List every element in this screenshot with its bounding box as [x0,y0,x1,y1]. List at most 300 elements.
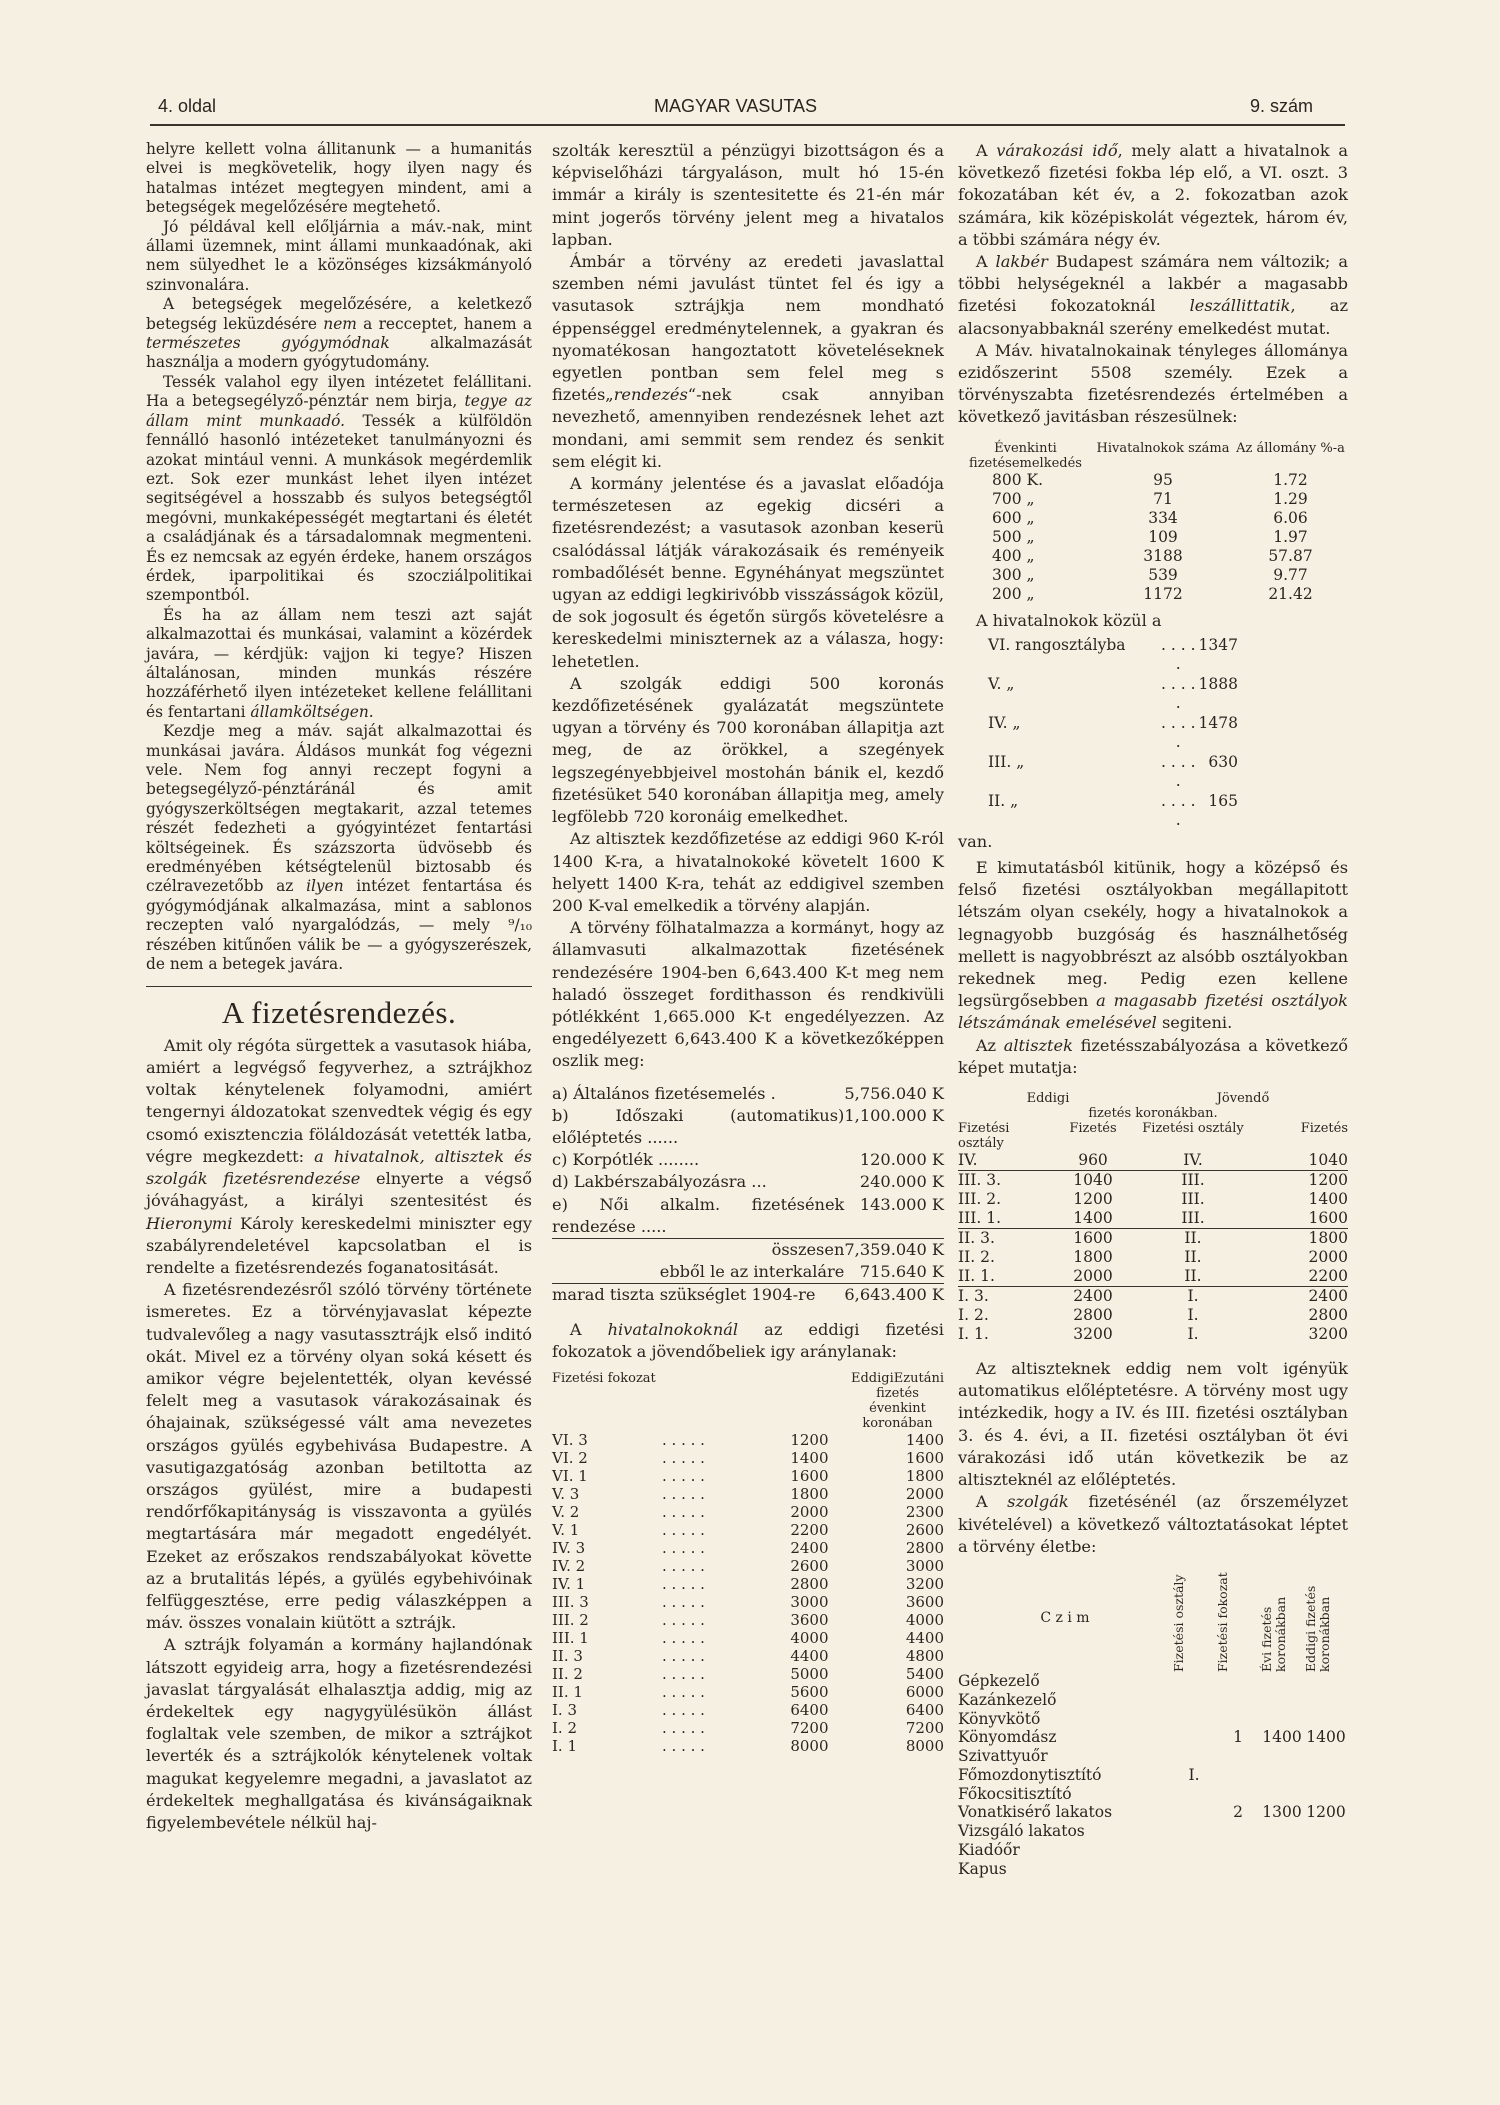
table-row [552,1171,944,1193]
spacer [1238,753,1348,792]
table-row [958,1151,1348,1171]
budget-label: d) Lakbérszabályozásra ... [552,1172,767,1192]
new-salary-cell: 6000 [905,1682,944,1701]
table-row [958,471,1348,490]
annual-salary-cell [1260,1747,1304,1766]
budget-label: e) Női alkalm. fizetésének rendezése ..... [552,1194,844,1239]
job-title-cell: Könyvkötő [958,1709,1041,1728]
percent-cell: 21.42 [1268,584,1313,603]
old-salary-cell: 4000 [790,1628,829,1647]
old-salary-cell: 2000 [1048,1267,1138,1287]
grade-cell [1216,1860,1260,1879]
table-row [552,1261,944,1284]
annual-salary-cell [1260,1822,1304,1841]
new-salary-cell: 1600 [905,1448,944,1467]
new-salary-cell: 3000 [905,1556,944,1575]
new-salary-cell: 2400 [1308,1287,1348,1306]
table-row [552,1575,944,1593]
percent-cell: 9.77 [1273,565,1308,584]
grade-cell: VI. 1 [552,1466,588,1485]
column-3 [958,140,1348,1879]
old-salary-cell: 2200 [790,1520,829,1539]
budget-value: 715.640 K [844,1261,944,1284]
dots-cell: . . . . . [662,1610,705,1629]
grade-cell: III. 3 [552,1592,589,1611]
table-header: Évenkinti fizetésemelkedés [969,440,1082,471]
percent-cell: 1.72 [1273,470,1308,489]
table-row [552,1149,944,1171]
rank-table [958,636,1348,831]
class-cell [1172,1803,1216,1822]
new-salary-cell: 8000 [905,1736,944,1755]
new-salary-cell: 2300 [905,1502,944,1521]
increase-cell: 500 „ [992,527,1035,546]
table-row [958,1229,1348,1249]
dots-cell: . . . . . [662,1736,705,1755]
dots-cell: . . . . . [1161,713,1196,752]
table-row [958,585,1348,604]
grade-cell: IV. 1 [552,1574,586,1593]
budget-label: b) Időszaki (automatikus) előléptetés ...... [552,1105,845,1147]
annual-salary-cell: 1300 [1262,1803,1302,1822]
new-salary-cell: 2600 [905,1520,944,1539]
old-salary-cell: 1200 [1306,1803,1346,1822]
annual-salary-cell: 1400 [1262,1728,1302,1747]
dots-cell: . . . . . [662,1430,705,1449]
rank-cell: VI. rangosztályba [988,635,1126,654]
grade-cell: I. 3 [552,1700,578,1719]
table-row [958,566,1348,585]
new-salary-cell: 3200 [1308,1325,1348,1344]
table-row [552,1701,944,1719]
table-header: Fizetési osztály [1171,1574,1186,1672]
job-title-cell: Szivattyuőr [958,1747,1048,1766]
table-row [958,1766,1348,1785]
table-row [552,1449,944,1467]
column-2 [552,140,944,1755]
grade-cell: VI. 2 [552,1448,588,1467]
old-salary-cell: 7200 [790,1718,829,1737]
grade-cell [1216,1785,1260,1804]
old-salary-cell: 3600 [790,1610,829,1629]
annual-salary-cell [1260,1691,1304,1710]
dots-cell: . . . . . [1161,791,1196,830]
new-salary-cell: 7200 [905,1718,944,1737]
paragraph: A kormány jelentése és a javaslat előadója természetesen az egekig dicséri a fizetésrendezést; a vasutasok azonban keserü csalódással látják várakozásaik és reményeik rombadőlését benne. Egynéhányat megszüntet ugyan az eddigi legkirivóbb visszásságok közül, de sok jogosult és égetőn sürgős követelésre a kereskedelmi miniszternek az a válasza, hogy: lehetetlen. [552,474,944,671]
dots-cell: . . . . . [662,1592,705,1611]
old-salary-cell [1304,1841,1348,1860]
dots-cell: . . . . . [662,1466,705,1485]
table-row [552,1647,944,1665]
old-class-cell: I. 2. [958,1306,989,1325]
budget-value: 7,359.040 K [844,1239,944,1259]
grade-cell [1216,1766,1260,1785]
dots-cell: . . . . . [662,1700,705,1719]
table-row [552,1485,944,1503]
new-salary-cell: 1400 [905,1430,944,1449]
job-title-cell: Vonatkisérő lakatos [958,1803,1113,1822]
grade-cell: V. 2 [552,1502,580,1521]
dots-cell: . . . . . [662,1520,705,1539]
new-salary-cell: 3200 [905,1574,944,1593]
old-salary-cell: 3000 [790,1592,829,1611]
old-salary-cell: 5600 [790,1682,829,1701]
table-row [958,1287,1348,1307]
rank-cell: II. „ [988,791,1019,810]
new-salary-cell: 4000 [905,1610,944,1629]
table-row [958,1841,1348,1860]
percent-cell: 1.97 [1273,527,1308,546]
new-salary-cell: 4400 [905,1628,944,1647]
old-salary-cell: 1040 [1073,1171,1113,1190]
old-salary-cell [1304,1747,1348,1766]
grade-cell: V. 1 [552,1520,580,1539]
old-salary-cell: 1200 [1073,1190,1113,1209]
old-class-cell: II. 1. [958,1267,1048,1287]
table-row [958,547,1348,566]
old-class-cell: I. 1. [958,1325,989,1344]
spacer [1238,792,1348,831]
grade-cell: I. 2 [552,1718,578,1737]
increase-cell: 300 „ [992,565,1035,584]
new-class-cell: III. [1138,1209,1248,1229]
dots-cell: . . . . . [662,1538,705,1557]
class-cell [1172,1822,1216,1841]
new-salary-cell: 1800 [1308,1229,1348,1248]
table-header: Fizetési fokozat [552,1370,656,1386]
old-salary-cell: 1400 [1048,1209,1138,1229]
paragraph: A fizetésrendezésről szóló törvény története ismeretes. Ez a törvényjavaslat képezte tudvalevőleg a nagy vasutassztrájk első inditó okát. Mivel ez a törvény olyan soká késett és amikor végre bejelentették, olyan kevéssé felelt meg a vasutasok várakozásainak és óhajainak, szükségessé vált ama nevezetes országos gyülés egybehivása Budapestre. A vasutigazgatóság azonban betiltotta az országos gyülést, mire a budapesti rendőrfőkapitányság is visszavonta a gyülés megtartására már megadott engedélyét. Ezeket az erőszakos rendszabályokat követte az a brutalitás lépés, a gyülés egybehivóinak felfüggesztése, erre pedig válaszképpen a máv. összes vonalain kiütött a sztrájk. [146,1280,532,1633]
spacer [1238,675,1348,714]
table-row [552,1611,944,1629]
new-salary-cell: 2200 [1248,1267,1348,1287]
table-row [958,675,1348,714]
paragraph: A Máv. hivatalnokainak tényleges állománya ezidőszerint 5508 személy. Ezek a törvényszabta fizetésrendezés értelmében a következő javitásban részesülnek: [958,340,1348,427]
table-header: Eddigi fizetés koronákban [1303,1585,1332,1672]
old-class-cell: III. 3. [958,1171,1002,1190]
increase-cell: 600 „ [992,508,1035,527]
paragraph: Az altisztek kezdőfizetése az eddigi 960 K-ról 1400 K-ra, a hivatalnokoké követelt 1600 K helyett 1400 K-ra, tehát az eddigivel szemben 200 K-val emelkedik a törvény alapján. [552,829,944,915]
dots-cell: . . . . . [1161,635,1196,674]
table-row [552,1539,944,1557]
rank-cell: III. „ [988,752,1025,771]
new-salary-cell: 5400 [905,1664,944,1683]
paragraph: A szolgák fizetésénél (az őrszemélyzet kivételével) a következő változtatásokat léptet a törvény életbe: [958,1492,1348,1556]
percent-cell: 1.29 [1273,489,1308,508]
old-salary-cell [1304,1860,1348,1879]
paragraph: helyre kellett volna állitanunk — a humanitás elvei is megkövetelik, hogy ilyen nagy és hatalmas intézet megtegyen mindent, ami a betegségek megelőzésére megtehető. [146,140,532,217]
dots-cell: . . . . . [662,1664,705,1683]
old-salary-cell: 2000 [790,1502,829,1521]
new-salary-cell: 1800 [905,1466,944,1485]
new-class-cell: III. [1181,1190,1205,1209]
dots-cell: . . . . . [662,1556,705,1575]
increase-cell: 700 „ [992,489,1035,508]
new-salary-cell: 1400 [1308,1190,1348,1209]
table-row [552,1194,944,1239]
paragraph: A várakozási idő, mely alatt a hivatalnok a következő fizetési fokba lép elő, a VI. oszt. 3 fokozatában két év, a 2. fokozatban azok számára, kik középiskolát végeztek, három év, a többi számára négy év. [958,141,1348,249]
old-salary-cell: 6400 [790,1700,829,1719]
table-header: Fizetési fokozat [1215,1572,1230,1672]
page-header [158,96,1338,122]
grade-cell: I. 1 [552,1736,578,1755]
paragraph: A lakbér Budapest számára nem változik; a többi helységeknél a lakbér a magasabb fizetési fokozatoknál leszállittatik, az alacsonyabbaknál szerény emelkedést mutat. [958,252,1349,338]
paragraph: A betegségek megelőzésére, a keletkező betegség leküzdésére nem a recceptet, hanem a természetes gyógymódnak alkalmazását használja a modern gyógytudomány. [146,295,532,372]
table-header: Fizetési osztály [958,1121,1010,1152]
percent-cell: 57.87 [1268,546,1313,565]
grade-cell: II. 2 [552,1664,583,1683]
job-title-cell: Vizsgáló lakatos [958,1822,1085,1841]
table-row [552,1665,944,1683]
table-row [958,1267,1348,1287]
old-salary-cell: 1600 [790,1466,829,1485]
grade-cell: IV. 2 [552,1556,586,1575]
paragraph: A hivatalnokok közül a [975,610,1162,630]
class-cell [1172,1785,1216,1804]
table-row [552,1593,944,1611]
rank-count-cell: 630 [1208,752,1238,771]
class-cell: I. [1188,1765,1200,1784]
budget-table [552,1083,944,1307]
table-row [958,1325,1348,1344]
grade-cell: VI. 3 [552,1430,588,1449]
table-row [958,1672,1348,1691]
table-row [552,1238,944,1261]
table-header: fizetés évenkint koronában [862,1385,933,1431]
annual-salary-cell [1260,1860,1304,1879]
new-salary-cell: 1600 [1248,1209,1348,1229]
old-salary-cell: 2800 [1073,1306,1113,1325]
new-salary-cell: 6400 [905,1700,944,1719]
class-cell [1172,1860,1216,1879]
old-salary-cell [1304,1691,1348,1710]
dots-cell: . . . . . [662,1718,705,1737]
dots-cell: . . . . . [1161,752,1196,791]
table-row [958,1728,1348,1747]
old-class-cell: IV. [958,1151,1048,1171]
article-heading: A fizetésrendezés. [221,995,457,1031]
budget-value: 5,756.040 K [844,1083,944,1103]
increase-cell: 200 „ [992,584,1035,603]
dots-cell: . . . . . [662,1574,705,1593]
old-salary-cell: 1400 [1306,1728,1346,1747]
table-header: C z i m [1040,1609,1090,1626]
table-row [958,714,1348,753]
count-cell: 95 [1153,470,1173,489]
budget-label: c) Korpótlék ........ [552,1150,700,1170]
old-class-cell: II. 2. [958,1248,995,1267]
table-row [552,1431,944,1449]
old-salary-cell: 1800 [1073,1248,1113,1267]
table-header: Hivatalnokok száma [1096,440,1230,456]
old-salary-cell [1304,1672,1348,1691]
old-salary-cell: 1200 [790,1430,829,1449]
new-class-cell: IV. [1138,1151,1248,1171]
column-1 [146,140,532,1834]
new-class-cell: I. [1187,1287,1199,1306]
job-title-cell: Könyomdász [958,1728,1057,1747]
table-row [958,490,1348,509]
paragraph: A törvény fölhatalmazza a kormányt, hogy az államvasuti alkalmazottak fizetésének rendezésére 1904-ben 6,643.400 K-t meg nem haladó összeget fordithasson és rendkivüli pótlékként 1,665.000 K-t engedélyezzen. Az engedélyezett 6,643.400 K a következőképpen oszlik meg: [552,918,944,1071]
new-class-cell: II. [1184,1229,1202,1248]
table-row [958,1860,1348,1879]
grade-cell: 1 [1233,1728,1243,1747]
table-row [958,1190,1348,1209]
table-row [958,1822,1348,1841]
paragraph: A hivatalnokoknál az eddigi fizetési fokozatok a jövendőbeliek igy aránylanak: [552,1319,944,1361]
increase-stats-table [958,441,1348,604]
table-row [958,528,1348,547]
new-class-cell: III. [1181,1171,1205,1190]
increase-cell: 400 „ [992,546,1035,565]
paragraph: Az altisztek fizetésszabályozása a következő képet mutatja: [958,1035,1348,1077]
table-row [552,1503,944,1521]
budget-value: 6,643.400 K [844,1285,944,1305]
class-cell [1172,1747,1216,1766]
grade-cell [1216,1672,1260,1691]
budget-value: 120.000 K [859,1150,944,1170]
annual-salary-cell [1260,1766,1304,1785]
table-header: Fizetés [1069,1121,1117,1137]
job-title-cell: Gépkezelő [958,1671,1040,1690]
table-header: Jövendő [1216,1091,1270,1107]
budget-value: 143.000 K [844,1194,944,1239]
section-divider [146,986,532,987]
table-header: Fizetés [1300,1121,1348,1137]
dots-cell: . . . . . [662,1448,705,1467]
table-row [958,1248,1348,1267]
job-title-cell: Kapus [958,1859,1007,1878]
grade-cell [1216,1822,1260,1841]
dots-cell: . . . . . [1161,674,1196,713]
old-salary-cell [1304,1766,1348,1785]
table-row [958,1710,1348,1729]
rank-count-cell: 165 [1208,791,1238,810]
budget-value: 1,100.000 K [844,1105,944,1125]
rank-count-cell: 1347 [1198,635,1238,654]
grade-cell: V. 3 [552,1484,580,1503]
old-salary-cell: 1600 [1073,1229,1113,1248]
job-title-cell: Főmozdonytisztító [958,1765,1102,1784]
count-cell: 539 [1148,565,1178,584]
grade-cell: IV. 3 [552,1538,586,1557]
paragraph: A szolgák eddigi 500 koronás kezdőfizetésének gyalázatát megszüntete ugyan a törvény és 700 koronában állapitja azt meg, de az örökkel, a szegények legszegényebbjeivel mostohán bánik el, kezdő fizetésüket 540 koronában állapitja meg, amely legfölebb 720 koronáig emelkedhet. [552,673,944,827]
table-row [552,1683,944,1701]
old-class-cell: II. 3. [958,1229,995,1248]
grade-cell [1216,1747,1260,1766]
grade-cell: III. 2 [552,1610,589,1629]
count-cell: 1172 [1143,584,1183,603]
new-salary-cell: 2800 [905,1538,944,1557]
spacer [1238,714,1348,753]
paragraph: Az altiszteknek eddig nem volt igényük automatikus előléptetésre. A törvény most ugy intézkedik, hogy a IV. és III. fizetési osztályban 3. és 4. évi, a II. fizetési osztályban öt évi várakozási idő után következik be az altiszteknél az előléptetés. [958,1359,1348,1490]
text: van. [958,831,993,851]
new-class-cell: II. [1184,1248,1202,1267]
table-row [958,1785,1348,1804]
old-class-cell: I. 3. [958,1287,989,1306]
annual-salary-cell [1260,1785,1304,1804]
annual-salary-cell [1260,1672,1304,1691]
table-header: Évi fizetés koronákban [1259,1596,1288,1672]
servants-table [958,1564,1348,1879]
grade-cell [1216,1841,1260,1860]
rank-cell: V. „ [988,674,1015,693]
paragraph: szolták keresztül a pénzügyi bizottságon és a képviselőházi tárgyaláson, mult hó 15-én immár a király is szentesitette és 21-én már mint jogerős törvény jelent meg a hivatalos lapban. [552,141,944,249]
table-header: Ezutáni [893,1370,944,1386]
job-title-cell: Kazánkezelő [958,1690,1057,1709]
table-row [958,792,1348,831]
grade-cell: II. 3 [552,1646,583,1665]
table-row [958,753,1348,792]
table-row [958,636,1348,675]
budget-label: összesen [771,1239,845,1259]
paragraph: Amit oly régóta sürgettek a vasutasok hiába, amiért a legvégső fegyverhez, a sztrájkhoz voltak kénytelenek folyamodni, amiért tengernyi áldozatokat szenvedtek végig és egy csomó exisztenczia föláldozását vetették latba, végre megkezdett: a hivatalnok, altisztek és szolgák fizetésrendezése elnyerte a végső jóváhagyást, a királyi szentesitést és Hieronymi Károly kereskedelmi miniszter egy szabályrendeletével kapcsolatban el is rendelte a fizetésrendezés foganatositását. [146,1035,532,1277]
dots-cell: . . . . . [662,1628,705,1647]
table-row [958,1306,1348,1325]
rank-cell: IV. „ [988,713,1021,732]
page-number: 4. oldal [158,96,217,116]
subofficers-table [958,1091,1348,1344]
old-salary-cell [1304,1710,1348,1729]
newspaper-title: MAGYAR VASUTAS [654,96,818,116]
table-row [958,1803,1348,1822]
old-salary-cell: 960 [1048,1151,1138,1171]
budget-value: 240.000 K [859,1172,944,1192]
annual-salary-cell [1260,1710,1304,1729]
table-row [958,1209,1348,1229]
new-class-cell: I. [1187,1325,1199,1344]
annual-salary-cell [1260,1841,1304,1860]
new-salary-cell: 2000 [905,1484,944,1503]
old-salary-cell: 3200 [1073,1325,1113,1344]
table-row [552,1105,944,1149]
grade-cell [1216,1691,1260,1710]
class-cell [1172,1672,1216,1691]
paragraph: Tessék valahol egy ilyen intézetet felállitani. Ha a betegsegélyző-pénztár nem birja, tegye az állam mint munkaadó. Tessék a külföldön fennálló hasonló intézeteket tanulmányozni és azokat mintául venni. A munkások megérdemlik ezt. Sok ezer munkást lehet ilyen intézet segitségével a hosszabb és sulyos betegségtől megóvni, munkaképességét megtartani és életét a családjának és a társadalomnak megmenteni. És ez nemcsak az egyén érdeke, hanem országos érdek, iparpolitikai és szocziálpolitikai szempontból. [146,372,532,605]
grade-cell: 2 [1233,1803,1243,1822]
grade-cell: III. 1 [552,1628,589,1647]
table-row [552,1719,944,1737]
percent-cell: 6.06 [1273,508,1308,527]
new-salary-cell: 2800 [1308,1306,1348,1325]
old-salary-cell: 8000 [790,1736,829,1755]
old-salary-cell [1304,1822,1348,1841]
class-cell [1172,1710,1216,1729]
grade-cell: II. 1 [552,1682,583,1701]
new-salary-cell: 1040 [1248,1151,1348,1171]
table-row [552,1521,944,1539]
old-salary-cell: 2600 [790,1556,829,1575]
count-cell: 71 [1153,489,1173,508]
table-header: Eddigi [1026,1091,1070,1107]
paragraph: E kimutatásból kitünik, hogy a középső és felső fizetési osztályokban megállapitott létszám olyan csekély, hogy a hivatalnokok a legnagyobb buzgóság és használhetőség mellett is nagyobbrészt az alsóbb osztályokban rekednek meg. Pedig ezen kellene legsürgősebben a magasabb fizetési osztályok létszámának emelésével segiteni. [958,858,1348,1033]
table-row [958,1171,1348,1191]
paragraph: És ha az állam nem teszi azt saját alkalmazottai és munkásai, valamint a közérdek javára, — kérdjük: vajjon ki tegye? Hiszen általánosan, minden munkás részére hozzáférhető ilyen intézeteket kellene felállitani és fentartani államköltségen. [146,605,532,721]
budget-label: marad tiszta szükséglet 1904-re [552,1285,816,1305]
table-row [552,1083,944,1105]
old-salary-cell: 1800 [790,1484,829,1503]
paragraph: A sztrájk folyamán a kormány hajlandónak látszott egyideig arra, hogy a fizetésrendezési javaslat tárgyalását elhalasztja addig, mig az érdekeltek egy nagygyülésükön állást foglaltak vele szemben, de mikor a sztrájkot leverték és a sztrájkolók kénytelenek voltak magukat kegyelemre megadni, a javaslatot az érdekeltek meghallgatása és kivánságaiknak figyelembevétele nélkül haj- [146,1635,532,1832]
table-row [958,1747,1348,1766]
increase-cell: 800 K. [992,470,1044,489]
class-cell [1172,1728,1216,1747]
old-salary-cell: 4400 [790,1646,829,1665]
table-header: Az állomány %-a [1236,440,1345,456]
old-salary-cell: 2400 [1073,1287,1113,1306]
count-cell: 109 [1148,527,1178,546]
new-salary-cell: 3600 [905,1592,944,1611]
officials-salary-table [552,1371,944,1755]
